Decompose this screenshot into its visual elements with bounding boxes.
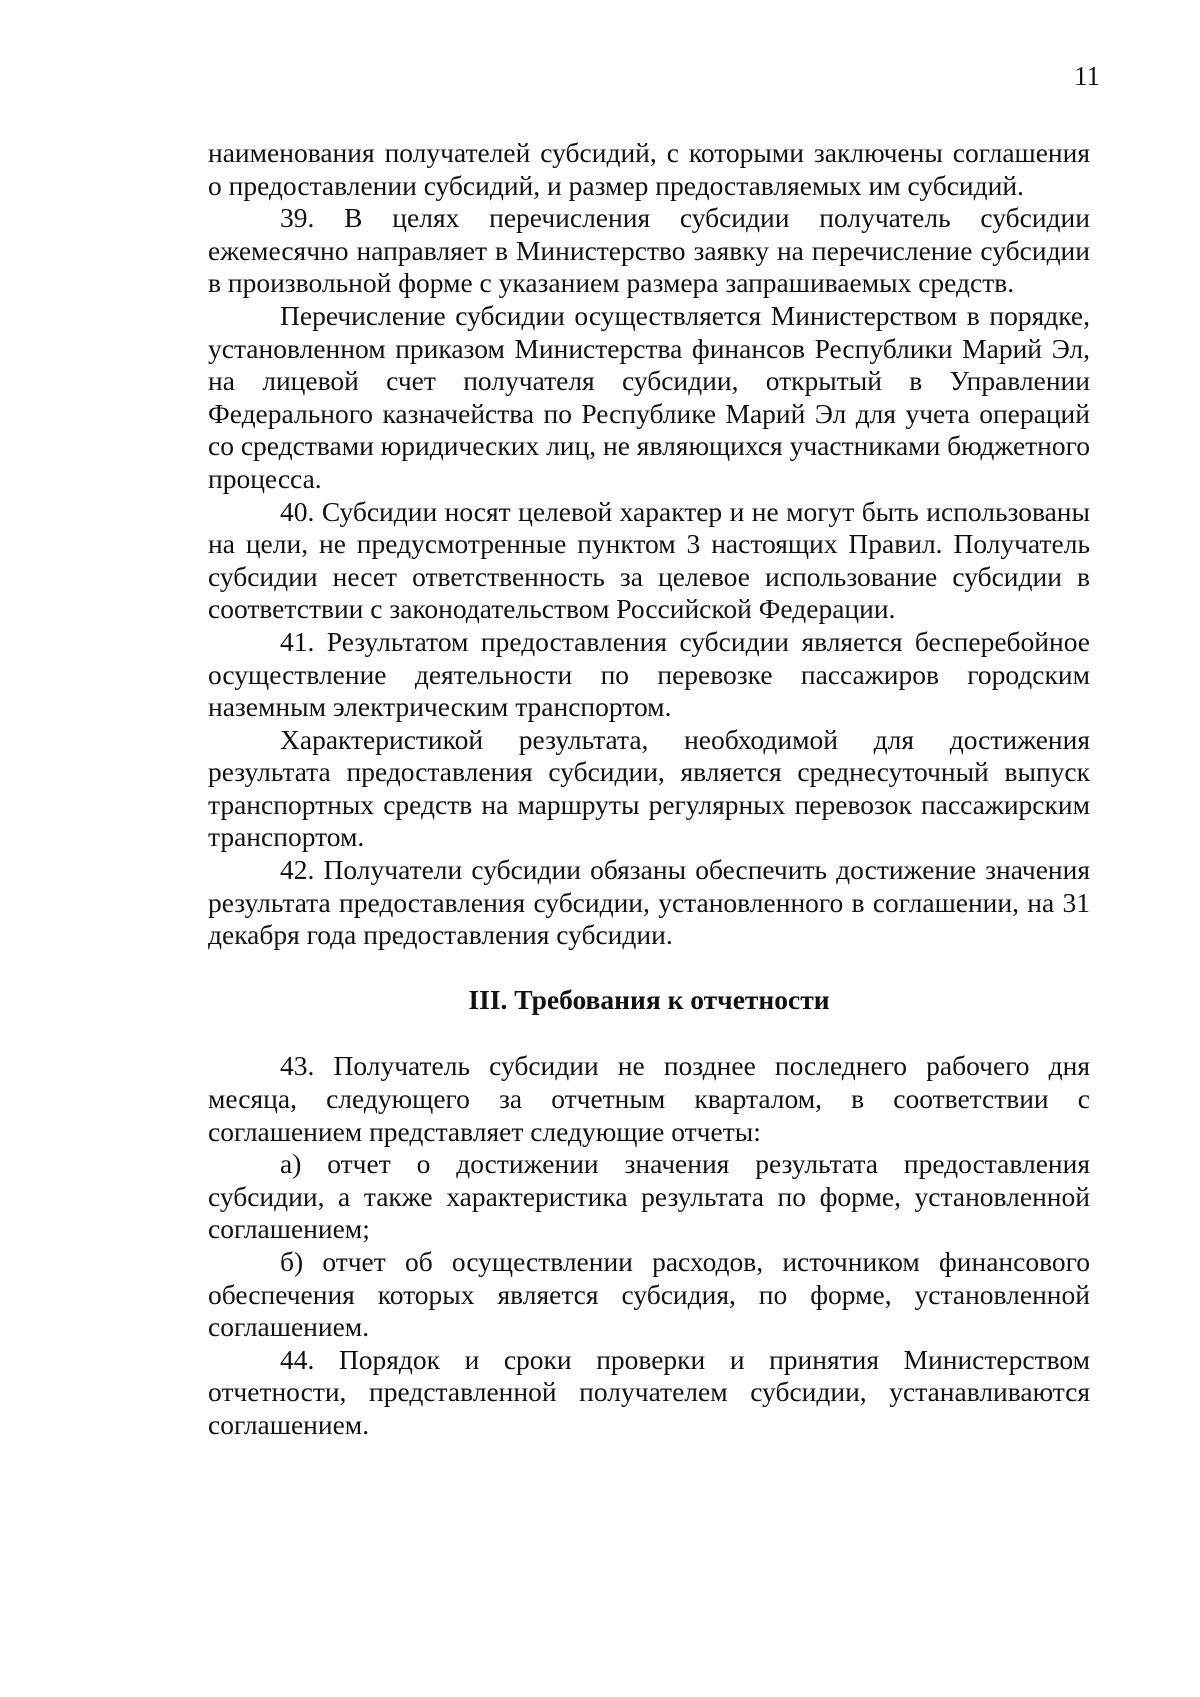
list-item-a: а) отчет о достижении значения результата предоставления субсидии, а также характеристика результата по форме, установленной соглашением; [208,1148,1090,1245]
paragraph-40: 40. Субсидии носят целевой характер и не могут быть использованы на цели, не предусмотренные пунктом 3 настоящих Правил. Получатель субсидии несет ответственность за целевое использование субсидии в соответствии с законодательством Российской Федерации. [208,495,1090,625]
paragraphs-before [208,137,1090,952]
paragraph: Характеристикой результата, необходимой для достижения результата предоставления субсидии, является среднесуточный выпуск транспортных средств на маршруты регулярных перевозок пассажирским транспортом. [208,723,1090,853]
paragraph: Перечисление субсидии осуществляется Министерством в порядке, установленном приказом Министерства финансов Республики Марий Эл, на лицевой счет получателя субсидии, открытый в Управлении Федерального казначейства по Республике Марий Эл для учета операций со средствами юридических лиц, не являющихся участниками бюджетного процесса. [208,299,1090,494]
paragraph-42: 42. Получатели субсидии обязаны обеспечить достижение значения результата предоставления субсидии, установленного в соглашении, на 31 декабря года предоставления субсидии. [208,854,1090,951]
paragraph-41: 41. Результатом предоставления субсидии является бесперебойное осуществление деятельности по перевозке пассажиров городским наземным электрическим транспортом. [208,625,1090,723]
document-body [208,137,1090,1442]
list-item-b: б) отчет об осуществлении расходов, источником финансового обеспечения которых является субсидия, по форме, установленной соглашением. [208,1246,1090,1343]
section-heading: III. Требования к отчетности [468,983,830,1015]
paragraph: наименования получателей субсидий, с которыми заключены соглашения о предоставлении субсидий, и размер предоставляемых им субсидий. [208,137,1090,201]
paragraph-44: 44. Порядок и сроки проверки и принятия Министерством отчетности, представленной получателем субсидии, устанавливаются соглашением. [208,1343,1090,1440]
paragraph-39: 39. В целях перечисления субсидии получатель субсидии ежемесячно направляет в Министерство заявку на перечисление субсидии в произвольной форме с указанием размера запрашиваемых средств. [208,202,1090,299]
paragraph-43: 43. Получатель субсидии не позднее последнего рабочего дня месяца, следующего за отчетным кварталом, в соответствии с соглашением представляет следующие отчеты: [208,1050,1090,1147]
page-number: 11 [1074,61,1100,91]
paragraphs-after [208,1050,1090,1441]
